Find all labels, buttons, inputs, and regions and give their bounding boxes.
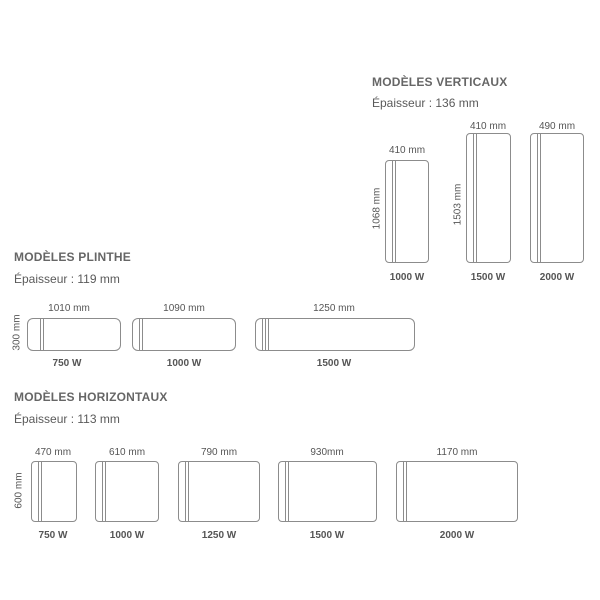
radiator-stripe <box>43 319 44 350</box>
vertical-1-width: 410 mm <box>388 145 426 156</box>
horizontal-4-power: 1500 W <box>309 530 345 541</box>
radiator-stripe <box>265 319 266 350</box>
plinth-1-power: 750 W <box>52 358 82 369</box>
horizontal-1-power: 750 W <box>38 530 68 541</box>
horizontal-5-width: 1170 mm <box>436 447 478 458</box>
plinth-2-power: 1000 W <box>166 358 202 369</box>
vertical-section-title: MODÈLES VERTICAUX <box>372 75 508 89</box>
plinth-thickness: Épaisseur : 119 mm <box>14 272 120 286</box>
radiator-stripe <box>185 462 186 521</box>
horizontal-3-radiator <box>178 461 260 522</box>
radiator-stripe <box>395 161 396 262</box>
radiator-stripe <box>188 462 189 521</box>
radiator-stripe <box>285 462 286 521</box>
horizontal-2-power: 1000 W <box>109 530 145 541</box>
radiator-stripe <box>392 161 393 262</box>
plinth-2-radiator <box>132 318 236 351</box>
horizontal-thickness: Épaisseur : 113 mm <box>14 412 120 426</box>
radiator-stripe <box>268 319 269 350</box>
plinth-1-radiator <box>27 318 121 351</box>
vertical-2-height: 1503 mm <box>452 183 464 226</box>
vertical-1-radiator <box>385 160 429 263</box>
vertical-1-height: 1068 mm <box>371 187 383 230</box>
horizontal-5-radiator <box>396 461 518 522</box>
horizontal-1-radiator <box>31 461 77 522</box>
horizontal-5-power: 2000 W <box>439 530 475 541</box>
radiator-stripe <box>473 134 474 262</box>
radiator-stripe <box>40 319 41 350</box>
vertical-thickness: Épaisseur : 136 mm <box>372 96 479 110</box>
plinth-2-width: 1090 mm <box>163 303 205 314</box>
horizontal-section-title: MODÈLES HORIZONTAUX <box>14 390 168 404</box>
radiator-stripe <box>41 462 42 521</box>
vertical-3-radiator <box>530 133 584 263</box>
radiator-stripe <box>403 462 404 521</box>
plinth-height: 300 mm <box>11 314 23 351</box>
horizontal-4-width: 930mm <box>310 447 344 458</box>
vertical-2-radiator <box>466 133 511 263</box>
horizontal-2-radiator <box>95 461 159 522</box>
vertical-3-power: 2000 W <box>539 272 575 283</box>
radiator-stripe <box>142 319 143 350</box>
horizontal-2-width: 610 mm <box>108 447 146 458</box>
vertical-2-power: 1500 W <box>470 272 506 283</box>
vertical-2-width: 410 mm <box>469 121 507 132</box>
radiator-stripe <box>102 462 103 521</box>
plinth-3-radiator <box>255 318 415 351</box>
vertical-1-power: 1000 W <box>389 272 425 283</box>
radiator-stripe <box>476 134 477 262</box>
radiator-stripe <box>540 134 541 262</box>
radiator-stripe <box>38 462 39 521</box>
plinth-1-width: 1010 mm <box>48 303 90 314</box>
horizontal-1-width: 470 mm <box>34 447 72 458</box>
horizontal-4-radiator <box>278 461 377 522</box>
plinth-3-width: 1250 mm <box>313 303 355 314</box>
radiator-stripe <box>406 462 407 521</box>
plinth-3-power: 1500 W <box>316 358 352 369</box>
radiator-stripe <box>139 319 140 350</box>
radiator-stripe <box>105 462 106 521</box>
radiator-stripe <box>262 319 263 350</box>
vertical-3-width: 490 mm <box>538 121 576 132</box>
radiator-stripe <box>288 462 289 521</box>
horizontal-height: 600 mm <box>13 472 25 509</box>
horizontal-3-power: 1250 W <box>201 530 237 541</box>
plinth-section-title: MODÈLES PLINTHE <box>14 250 132 264</box>
horizontal-3-width: 790 mm <box>200 447 238 458</box>
radiator-stripe <box>537 134 538 262</box>
